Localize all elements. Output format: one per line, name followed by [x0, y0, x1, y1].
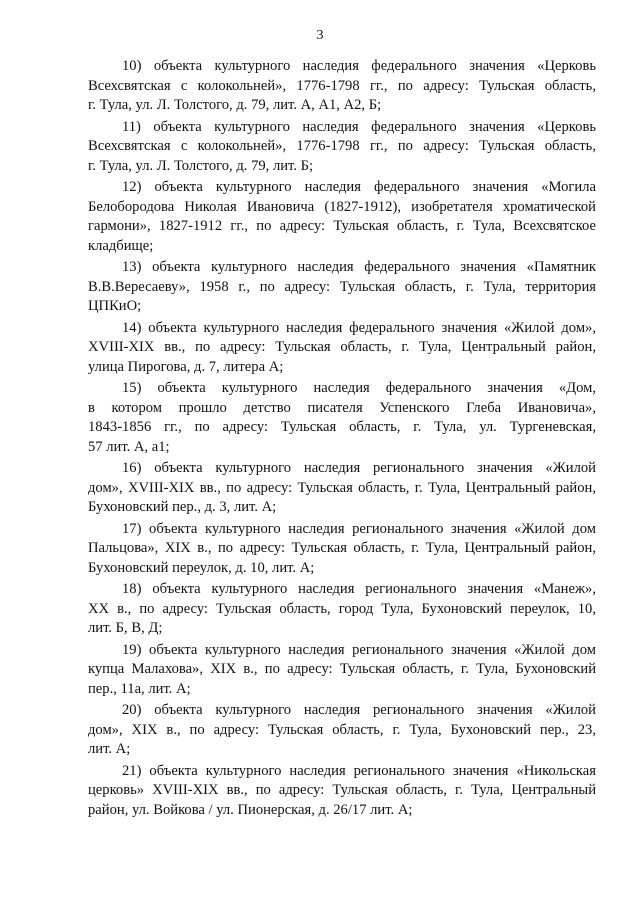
list-item — [88, 641, 596, 700]
list-item — [88, 319, 596, 378]
list-item-line: 20) объекта культурного наследия регионального значения «Жилой — [122, 702, 596, 718]
list-item — [88, 520, 596, 579]
list-item — [88, 118, 596, 177]
list-item-line: 11) объекта культурного наследия федерального значения «Церковь — [122, 118, 596, 135]
list-item — [88, 57, 596, 116]
list-item — [88, 762, 596, 821]
list-item-line: 14) объекта культурного наследия федерального значения «Жилой дом», — [122, 319, 596, 336]
list-item-line: Всехсвятская с колокольней», 1776-1798 гг., по адресу: Тульская область, — [88, 138, 596, 154]
list-item-line: Пальцова», XIX в., по адресу: Тульская область, г. Тула, Центральный район, — [88, 540, 596, 556]
document-body — [88, 57, 596, 822]
list-item — [88, 459, 596, 518]
list-item — [88, 701, 596, 760]
list-item-line: лит. А; — [88, 741, 131, 757]
list-item — [88, 258, 596, 317]
list-item-line: улица Пирогова, д. 7, литера А; — [88, 358, 284, 375]
list-item-line: гармони», 1827-1912 гг., по адресу: Тульская область, г. Тула, Всехсвятское — [88, 218, 596, 234]
list-item-line: XVIII-XIX вв., по адресу: Тульская область, г. Тула, Центральный район, — [88, 339, 596, 355]
list-item-line: 15) объекта культурного наследия федерального значения «Дом, — [122, 380, 596, 396]
page-number: 3 — [316, 28, 324, 43]
list-item-line: район, ул. Войкова / ул. Пионерская, д. 26/17 лит. А; — [88, 801, 413, 818]
list-item-line: XX в., по адресу: Тульская область, город Тула, Бухоновский переулок, 10, — [88, 600, 596, 617]
list-item-line: 12) объекта культурного наследия федерального значения «Могила — [122, 179, 596, 195]
list-item-line: 13) объекта культурного наследия федерального значения «Памятник — [122, 259, 596, 275]
list-item-line: 18) объекта культурного наследия регионального значения «Манеж», — [122, 581, 596, 597]
list-item-line: ЦПКиО; — [88, 298, 142, 314]
list-item-line: дом», XIX в., по адресу: Тульская область, г. Тула, Бухоновский пер., 23, — [88, 721, 596, 738]
list-item-line: 1843-1856 гг., по адресу: Тульская область, г. Тула, ул. Тургеневская, — [88, 419, 596, 435]
list-item-line: 10) объекта культурного наследия федерального значения «Церковь — [122, 58, 596, 74]
list-item-line: г. Тула, ул. Л. Толстого, д. 79, лит. А, А1, А2, Б; — [88, 97, 382, 113]
list-item-line: 16) объекта культурного наследия регионального значения «Жилой — [122, 460, 596, 476]
list-item-line: 57 лит. А, а1; — [88, 438, 170, 455]
list-item-line: Белобородова Николая Ивановича (1827-1912), изобретателя хроматической — [88, 198, 596, 215]
list-item — [88, 580, 596, 639]
list-item-line: В.В.Вересаеву», 1958 г., по адресу: Тульская область, г. Тула, территория — [88, 278, 596, 295]
list-item-line: дом», XVIII-XIX вв., по адресу: Тульская область, г. Тула, Центральный район, — [88, 479, 596, 496]
list-item-line: Бухоновский пер., д. 3, лит. А; — [88, 499, 277, 515]
list-item-line: Всехсвятская с колокольней», 1776-1798 гг., по адресу: Тульская область, — [88, 77, 596, 94]
list-item-line: кладбище; — [88, 237, 154, 254]
list-item-line: в котором прошло детство писателя Успенского Глеба Ивановича», — [88, 399, 596, 416]
list-item-line: 17) объекта культурного наследия регионального значения «Жилой дом — [122, 520, 596, 537]
list-item-line: пер., 11а, лит. А; — [88, 680, 191, 697]
list-item — [88, 178, 596, 256]
list-item-line: 21) объекта культурного наследия регионального значения «Никольская — [122, 762, 596, 779]
list-item-line: 19) объекта культурного наследия регионального значения «Жилой дом — [122, 641, 596, 658]
list-item-line: лит. Б, В, Д; — [88, 620, 163, 636]
list-item — [88, 379, 596, 457]
list-item-line: церковь» XVIII-XIX вв., по адресу: Тульская область, г. Тула, Центральный — [88, 782, 596, 798]
list-item-line: купца Малахова», XIX в., по адресу: Тульская область, г. Тула, Бухоновский — [88, 661, 596, 677]
list-item-line: Бухоновский переулок, д. 10, лит. А; — [88, 559, 315, 576]
list-item-line: г. Тула, ул. Л. Толстого, д. 79, лит. Б; — [88, 157, 314, 174]
